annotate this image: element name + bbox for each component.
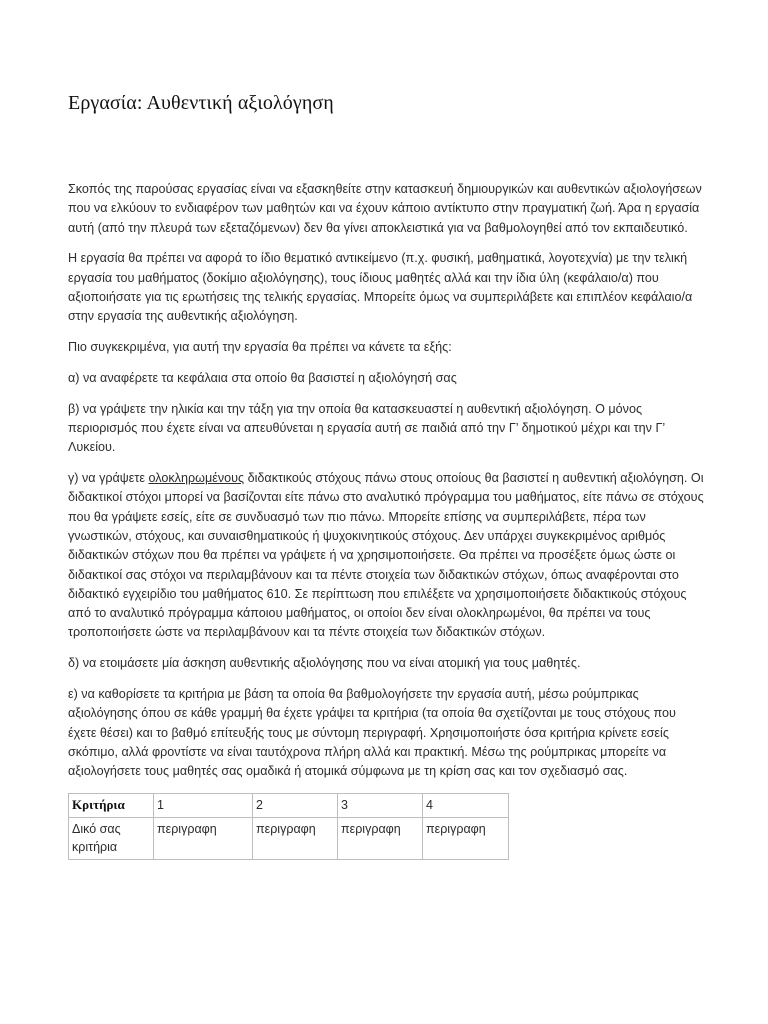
- rubric-cell-level-4: περιγραφη: [423, 818, 509, 860]
- rubric-header-row: [69, 794, 509, 818]
- rubric-header-level-1: 1: [154, 794, 253, 818]
- item-e: ε) να καθορίσετε τα κριτήρια με βάση τα οποία θα βαθμολογήσετε την εργασία αυτή, μέσω ρούμπρικας αξιολόγησης όπου σε κάθε γραμμή θα έχετε γράψει τα κριτήρια (τα οποία θα σχετίζονται με τους στόχους που έχετε θέσει) και το βαθμό επίτευξής τους με σύντομη περιγραφή. Χρησιμοποιήστε όσα κριτήρια κρίνετε εσείς σκόπιμο, αλλά φροντίστε να είναι ταυτόχρονα πλήρη αλλά και πρακτική. Μέσω της ρούμπρικας μπορείτε να αξιολογήσετε τους μαθητές σας ομαδικά ή ατομικά σύμφωνα με τη κρίση σας και τον σχεδιασμό σας.: [68, 687, 676, 779]
- rubric-header-level-2: 2: [253, 794, 338, 818]
- rubric-header-level-4: 4: [423, 794, 509, 818]
- item-c-underlined-word: ολοκληρωμένους: [148, 471, 245, 486]
- rubric-header-level-3: 3: [338, 794, 423, 818]
- paragraph-requirements: Η εργασία θα πρέπει να αφορά το ίδιο θεματικό αντικείμενο (π.χ. φυσική, μαθηματικά, λογοτεχνία) με την τελική εργασία του μαθήματος (δοκίμιο αξιολόγησης), τους ίδιους μαθητές αλλά και την ίδια ύλη (κεφάλαιο/α) που αξιοποιήσατε για τις ερωτήσεις της τελικής εργασίας. Μπορείτε όμως να συμπεριλάβετε και επιπλέον κεφάλαιο/α στην εργασία της αυθεντικής αξιολόγηση.: [68, 251, 693, 324]
- rubric-header-criteria: Κριτήρια: [69, 794, 154, 818]
- rubric-table: [68, 793, 509, 860]
- rubric-row: [69, 818, 509, 860]
- document-page: [68, 92, 704, 860]
- rubric-cell-level-2: περιγραφη: [253, 818, 338, 860]
- item-c-body: διδακτικούς στόχους πάνω στους οποίους θα βασιστεί η αυθεντική αξιολόγηση. Οι διδακτικοί στόχοι μπορεί να βασίζονται είτε πάνω στο αναλυτικό πρόγραμμα του μαθήματος, είτε πάνω σε στόχους που θα γράψετε εσείς, είτε σε συνδυασμό των πιο πάνω. Μπορείτε επίσης να συμπεριλάβετε, πέρα των γνωστικών, στόχους, και συναισθηματικούς ή ψυχοκινητικούς στόχους. Δεν υπάρχει συγκεκριμένος αριθμός διδακτικών στόχων που θα πρέπει να γράψετε ή να χρησιμοποιήσετε. Θα πρέπει να προσέξετε όμως ώστε οι διδακτικοί σας στόχοι να περιλαμβάνουν και τα πέντε στοιχεία των διδακτικών στόχων, όπως αναφέρονται στο διδακτικό εγχειρίδιο του μαθήματος 610. Σε περίπτωση που επιλέξετε να χρησιμοποιήσετε διδακτικούς στόχους από το αναλυτικό πρόγραμμα κάποιου μαθήματος, οι οποίοι δεν είναι ολοκληρωμένοι, θα πρέπει να τους τροποποιήσετε ώστε να περιλαμβάνουν και τα πέντε στοιχεία των διδακτικών στόχων.: [68, 471, 704, 640]
- item-c-prefix: γ) να γράψετε: [68, 471, 149, 486]
- paragraph-purpose: Σκοπός της παρούσας εργασίας είναι να εξασκηθείτε στην κατασκευή δημιουργικών και αυθεντικών αξιολογήσεων που να ελκύουν το ενδιαφέρον των μαθητών και να έχουν κάποιο αντίκτυπο στην πραγματική ζωή. Άρα η εργασία αυτή (από την πλευρά των εξεταζόμενων) δεν θα γίνει αποκλειστικά για να βαθμολογηθεί από τον εκπαιδευτικό.: [68, 182, 702, 235]
- paragraph-instructions-intro: Πιο συγκεκριμένα, για αυτή την εργασία θα πρέπει να κάνετε τα εξής:: [68, 340, 452, 355]
- item-c: [68, 469, 704, 643]
- document-title: Εργασία: Αυθεντική αξιολόγηση: [68, 92, 334, 114]
- rubric-cell-level-1: περιγραφη: [154, 818, 253, 860]
- item-a: α) να αναφέρετε τα κεφάλαια στα οποίο θα βασιστεί η αξιολόγησή σας: [68, 370, 457, 385]
- rubric-cell-level-3: περιγραφη: [338, 818, 423, 860]
- item-d: δ) να ετοιμάσετε μία άσκηση αυθεντικής αξιολόγησης που να είναι ατομική για τους μαθητές.: [68, 656, 581, 671]
- rubric-row-criterion: Δικό σας κριτήρια: [69, 818, 154, 860]
- item-b: β) να γράψετε την ηλικία και την τάξη για την οποία θα κατασκευαστεί η αυθεντική αξιολόγηση. Ο μόνος περιορισμός που έχετε είναι να απευθύνεται η εργασία αυτή σε παιδιά από την Γ’ δημοτικού μέχρι και την Γ’ Λυκείου.: [68, 401, 665, 455]
